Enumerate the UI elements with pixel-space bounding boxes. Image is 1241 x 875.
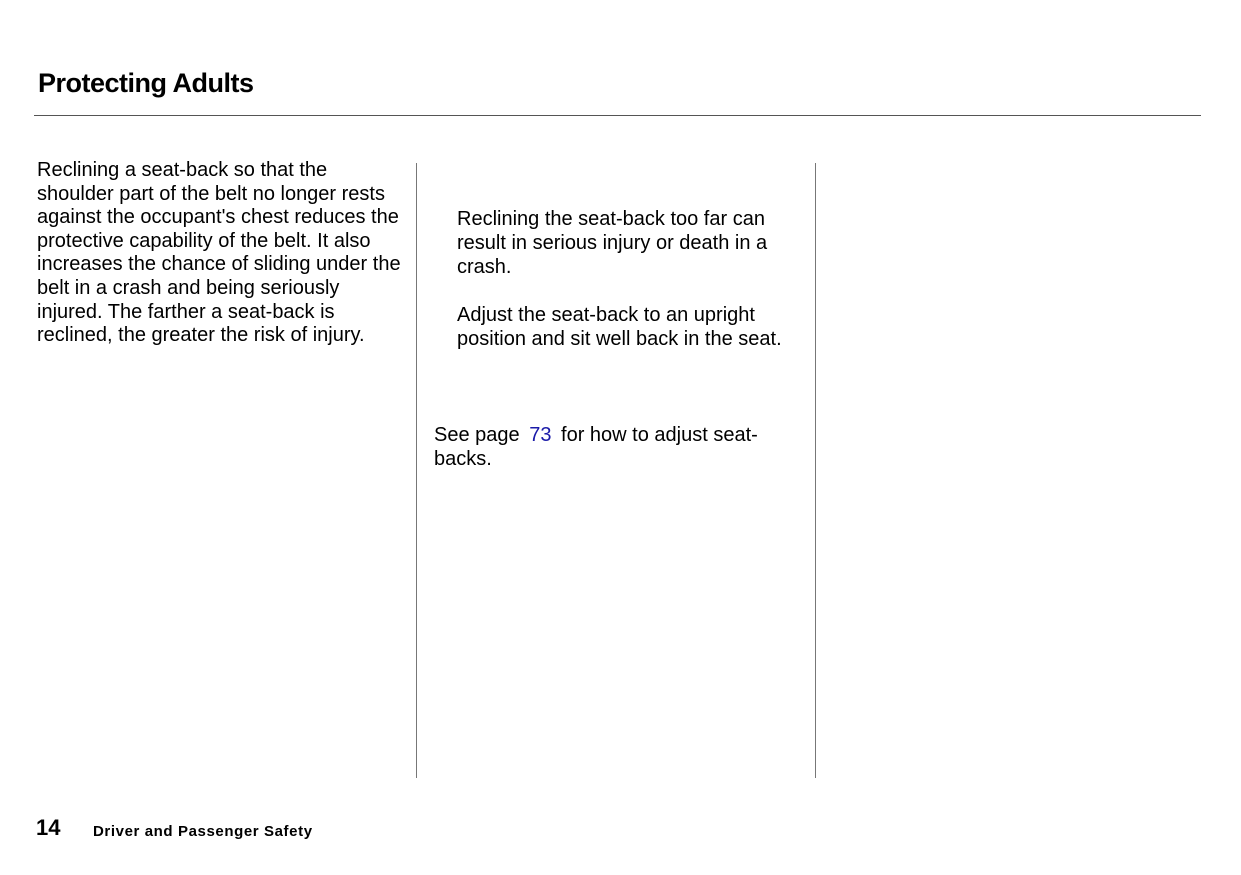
see-page-suffix: for how to adjust seat-backs. [434,424,758,470]
page-number: 14 [36,815,61,840]
title-divider [34,115,1201,116]
see-page-prefix: See page [434,424,520,446]
page-73-link[interactable]: 73 [529,424,552,446]
see-page-reference [434,423,804,471]
section-name: Driver and Passenger Safety [93,823,313,840]
column-divider-right [815,163,816,778]
column-divider-left [416,163,417,778]
page-title: Protecting Adults [38,68,254,98]
warning-text: Reclining the seat-back too far can result in serious injury or death in a crash. [457,208,768,278]
instruction-text: Adjust the seat-back to an upright position and sit well back in the seat. [457,304,782,350]
body-paragraph: Reclining a seat-back so that the shoulder part of the belt no longer rests against the occupant's chest reduces the protective capability of the belt. It also increases the chance of sliding under the belt in a crash and being seriously injured. The farther a seat-back is reclined, the greater the risk of injury. [37,159,401,347]
